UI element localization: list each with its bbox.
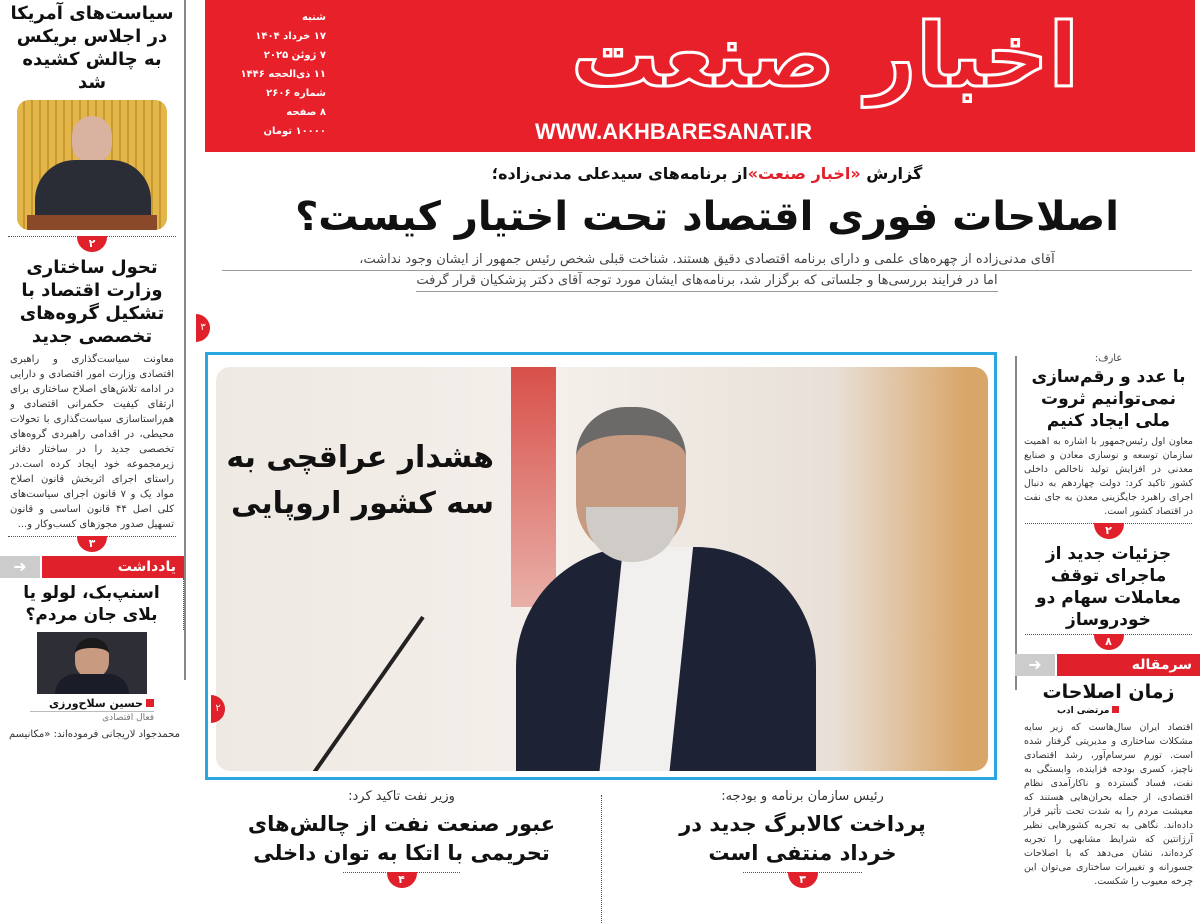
bottom-divider bbox=[601, 795, 602, 923]
issue-day: شنبه bbox=[301, 12, 326, 23]
story-a-headline[interactable]: پرداخت کالابرگ جدید در خرداد منتفی است bbox=[679, 812, 926, 865]
right-story2-headline[interactable]: جزئیات جدید از ماجرای توقف معاملات سهام دو خودروساز bbox=[1036, 544, 1181, 630]
microphone-icon bbox=[312, 616, 424, 771]
note-headline[interactable]: اسنپ‌بک، لولو یا بلای جان مردم؟ bbox=[0, 578, 184, 630]
masthead-url: WWW.AKHBARESANAT.IR bbox=[535, 119, 813, 144]
photo-story-headline[interactable] bbox=[224, 435, 494, 527]
left-story1-headline[interactable]: سیاست‌های آمریکا در اجلاس بریکس به چالش کشیده شد bbox=[10, 3, 174, 93]
note-author bbox=[30, 696, 154, 712]
arrow-icon: ➜ bbox=[1015, 654, 1055, 676]
note-section-row bbox=[0, 556, 184, 578]
photo-story[interactable] bbox=[205, 352, 997, 780]
masthead-logo: اخبار صنعت bbox=[571, 4, 1079, 107]
note-body: محمدجواد لاریجانی فرموده‌اند: «مکانیسم bbox=[8, 729, 180, 740]
lead-page-badge[interactable]: ۳ bbox=[196, 314, 210, 342]
lead-kicker bbox=[222, 162, 1192, 186]
right-story1-headline[interactable]: با عدد و رقم‌سازی نمی‌توانیم ثروت ملی ایجاد کنیم bbox=[1031, 367, 1186, 431]
arrow-icon: ➜ bbox=[0, 556, 40, 578]
note-role: فعال اقتصادی bbox=[102, 713, 154, 723]
right-story1-body: معاون اول رئیس‌جمهور با اشاره به اهمیت سازمان توسعه و نوسازی معادن و صنایع معدنی در افزایش تولید ناخالص داخلی کشور تاکید کرد: دولت چهاردهم به دنبال اجرای راهبرد جایگزینی معدن به جای نفت در اقتصاد کشور است. bbox=[1024, 436, 1193, 517]
right-story1-badge-row bbox=[1017, 523, 1200, 543]
photo-headline-line: سه کشور اروپایی bbox=[231, 486, 494, 521]
kicker-brand: «اخبار صنعت» bbox=[747, 164, 861, 183]
kicker-post: از برنامه‌های سیدعلی مدنی‌زاده؛ bbox=[491, 164, 748, 183]
right-story1-kicker: عارف: bbox=[1094, 353, 1123, 364]
story-b-page-badge[interactable]: ۴ bbox=[387, 872, 417, 888]
kicker-pre: گزارش bbox=[860, 164, 923, 183]
square-bullet-icon bbox=[1112, 706, 1119, 713]
left-column bbox=[0, 2, 184, 923]
left-column-rule bbox=[184, 0, 186, 680]
editorial-section-label: سرمقاله bbox=[1057, 654, 1200, 676]
editorial-author bbox=[1017, 705, 1200, 718]
person-body bbox=[55, 674, 129, 694]
story-a-page-badge[interactable]: ۳ bbox=[788, 872, 818, 888]
araghchi-photo bbox=[216, 367, 988, 771]
issue-number: شماره ۲۶۰۶ bbox=[266, 88, 326, 99]
qalibaf-photo bbox=[17, 100, 167, 230]
issue-date-fa: ۱۷ خرداد ۱۴۰۴ bbox=[255, 31, 326, 42]
editorial-author-name: مرتضی ادب bbox=[1057, 706, 1110, 716]
story-b-badge-row bbox=[335, 872, 468, 892]
lead-summary-line: اما در فرایند بررسی‌ها و جلساتی که برگزار شد، برنامه‌های ایشان مورد توجه آقای دکتر پزشکیان قرار گرفت bbox=[416, 271, 997, 292]
editorial-headline[interactable]: زمان اصلاحات bbox=[1042, 681, 1175, 703]
right-column bbox=[1017, 352, 1200, 923]
lead-summary bbox=[222, 250, 1192, 292]
left-story1-page-badge[interactable]: ۲ bbox=[77, 236, 107, 252]
issue-date-en: ۷ ژوئن ۲۰۲۵ bbox=[263, 50, 326, 61]
photo-headline-line: هشدار عراقچی به bbox=[226, 440, 494, 475]
editorial-body: اقتصاد ایران سال‌هاست که زیر سایه مشکلات ساختاری و مدیریتی گرفتار شده است. تورم سرسام‌آور، رشد اقتصادی ناچیز، کسری بودجه فزاینده، وابستگی به نفت، فساد گسترده و ناکارآمدی نظام اقتصادی، از جمله بحران‌هایی هستند که معیشت مردم را به شدت تحت تأثیر قرار داده‌اند. نگاهی به تجربه کشورهایی نظیر آرژانتین که شرایط مشابهی را تجربه کرده‌اند، نشان می‌دهد که با اصلاحات جسورانه و تغییرات ساختاری می‌توان این چرخه معیوب را شکست. bbox=[1024, 722, 1193, 887]
story-b[interactable] bbox=[205, 788, 598, 892]
story-a-badge-row bbox=[735, 872, 870, 892]
flag-shape bbox=[511, 367, 556, 607]
left-story2-headline[interactable]: تحول ساختاری وزارت اقتصاد با تشکیل گروه‌های تخصصی جدید bbox=[19, 257, 165, 347]
issue-pages: ۸ صفحه bbox=[286, 107, 326, 118]
left-story2-page-badge[interactable]: ۳ bbox=[77, 536, 107, 552]
right-story2-page-badge[interactable]: ۸ bbox=[1094, 634, 1124, 650]
left-story2-badge-row bbox=[0, 536, 184, 556]
editorial-section-row bbox=[1015, 654, 1200, 676]
lead-story bbox=[222, 162, 1192, 348]
left-story2-body: معاونت سیاست‌گذاری و راهبری اقتصادی وزارت امور اقتصادی و دارایی در ادامه تلاش‌های اصلاح ساختاری برای ارتقای کیفیت حکمرانی اقتصادی و هم‌راستاسازی سیاست‌گذاری با تحولات محیطی، در اقدامی راهبردی گروه‌های تخصصی جدید را در ساختار دفاتر زیرمجموعه خود ایجاد کرده است.در راستای اجرای اثربخش قانون اصلاح مواد یک و ۷ قانون اجرای سیاست‌های کلی اصل ۴۴ قانون اساسی و قانون تسهیل صدور مجوزهای کسب‌وکار و... bbox=[10, 354, 175, 530]
right-story2-badge-row bbox=[1017, 634, 1200, 654]
story-a[interactable] bbox=[605, 788, 1000, 892]
note-author-name: حسین سلاح‌ورزی bbox=[48, 697, 143, 710]
lead-summary-line: آقای مدنی‌زاده از چهره‌های علمی و دارای برنامه اقتصادی دقیق هستند. شناخت قبلی شخص رئیس جمهور از ایشان وجود نداشت، bbox=[222, 250, 1192, 271]
issue-date-hijri: ۱۱ ذی‌الحجه ۱۴۴۶ bbox=[240, 69, 326, 80]
issue-info bbox=[211, 8, 326, 141]
photo-page-badge[interactable]: ۲ bbox=[211, 695, 225, 723]
square-bullet-icon bbox=[146, 699, 154, 707]
masthead bbox=[205, 0, 1195, 152]
podium bbox=[27, 215, 157, 230]
right-story1-page-badge[interactable]: ۲ bbox=[1094, 523, 1124, 539]
author-photo bbox=[37, 632, 147, 694]
issue-price: ۱۰۰۰۰ تومان bbox=[263, 126, 326, 137]
story-a-kicker: رئیس سازمان برنامه و بودجه: bbox=[721, 789, 884, 804]
left-story1-badge-row bbox=[0, 236, 184, 256]
person-head bbox=[72, 116, 112, 164]
story-b-headline[interactable]: عبور صنعت نفت از چالش‌های تحریمی با اتکا به توان داخلی bbox=[247, 812, 556, 865]
person-head bbox=[75, 638, 109, 678]
story-b-kicker: وزیر نفت تاکید کرد: bbox=[348, 789, 455, 804]
note-section-label: یادداشت bbox=[42, 556, 184, 578]
lead-headline[interactable]: اصلاحات فوری اقتصاد تحت اختیار کیست؟ bbox=[295, 194, 1119, 240]
